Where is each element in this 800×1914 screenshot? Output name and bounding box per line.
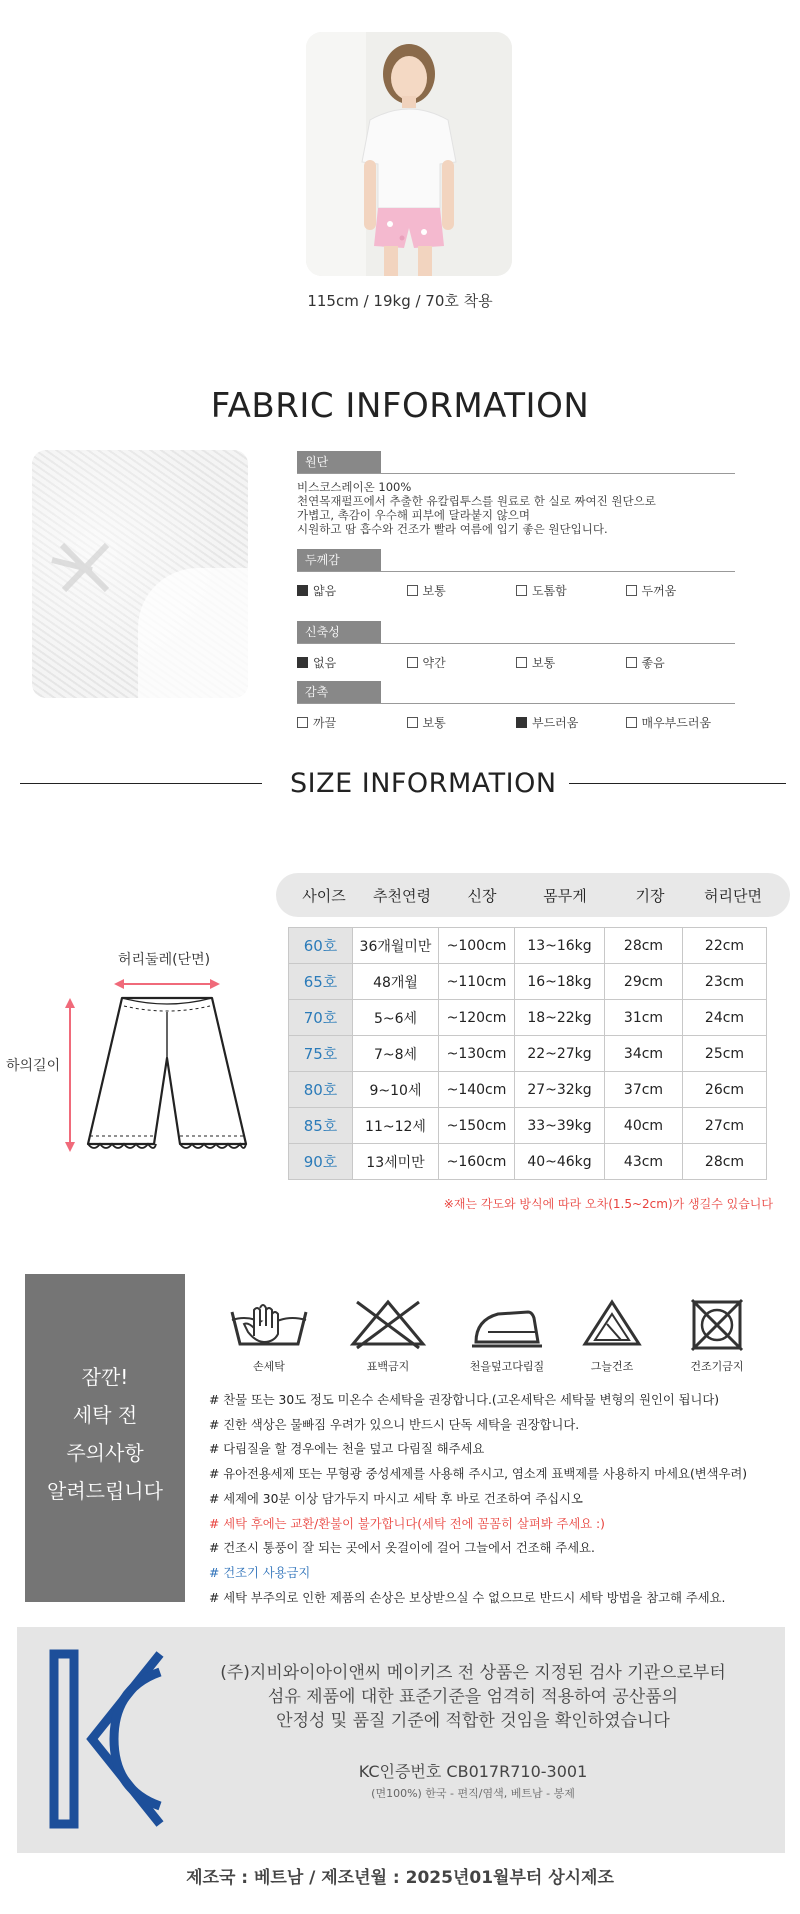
thickness-option: 두꺼움 — [626, 582, 736, 598]
list-item: # 건조기 사용금지 — [209, 1565, 311, 1580]
list-item: # 진한 색상은 물빠짐 우려가 있으니 반드시 단독 세탁을 권장합니다. — [209, 1417, 580, 1432]
table-row: 65호 48개월 ~110cm 16~18kg 29cm 23cm — [289, 964, 767, 1000]
checkbox-empty-icon — [407, 717, 418, 728]
size-error-note: ※재는 각도와 방식에 따라 오차(1.5~2cm)가 생길수 있습니다 — [443, 1197, 773, 1211]
table-row: 60호 36개월미만 ~100cm 13~16kg 28cm 22cm — [289, 928, 767, 964]
material-description — [297, 480, 735, 536]
kc-line: (주)지비와이아이앤씨 메이키즈 전 상품은 지정된 검사 기관으로부터 — [220, 1663, 726, 1683]
kc-line: 안정성 및 품질 기준에 적합한 것임을 확인하였습니다 — [276, 1711, 670, 1731]
size-table — [288, 927, 767, 1180]
wash-notice-line: 잠깐! — [81, 1365, 129, 1389]
wash-notice-line: 주의사항 — [66, 1441, 144, 1465]
divider — [543, 783, 786, 784]
no-bleach-icon: 표백금지 — [343, 1296, 433, 1374]
shade-dry-icon: 그늘건조 — [567, 1296, 657, 1374]
checkbox-checked-icon — [297, 585, 308, 596]
texture-tag: 감촉 — [297, 681, 381, 703]
material-tag: 원단 — [297, 451, 381, 473]
stretch-option: 좋음 — [626, 654, 736, 670]
size-information-title: SIZE INFORMATION — [278, 768, 569, 799]
material-line: 비스코스레이온 100% — [297, 480, 412, 494]
header-age: 추천연령 — [373, 887, 431, 905]
checkbox-empty-icon — [626, 717, 637, 728]
list-item: # 세제에 30분 이상 담가두지 마시고 세탁 후 바로 건조하여 주십시오 — [209, 1491, 583, 1506]
texture-option: 부드러움 — [516, 714, 626, 730]
header-height: 신장 — [467, 887, 497, 905]
kc-line: 섬유 제품에 대한 표준기준을 엄격히 적용하여 공산품의 — [267, 1687, 679, 1707]
checkbox-empty-icon — [297, 717, 308, 728]
kc-cert-number: KC인증번호 CB017R710-3001 — [358, 1762, 588, 1781]
table-row: 90호 13세미만 ~160cm 40~46kg 43cm 28cm — [289, 1144, 767, 1180]
size-table-header — [276, 873, 790, 917]
fabric-photo — [32, 450, 248, 698]
checkbox-empty-icon — [626, 585, 637, 596]
stretch-tag: 신축성 — [297, 621, 381, 643]
shorts-measurement-diagram — [0, 940, 270, 1180]
material-line: 천연목재펄프에서 추출한 유칼립투스를 원료로 한 실로 짜여진 원단으로 — [297, 494, 656, 508]
stretch-option: 보통 — [516, 654, 626, 670]
fabric-info-panel — [297, 452, 735, 730]
table-row: 70호 5~6세 ~120cm 18~22kg 31cm 24cm — [289, 1000, 767, 1036]
header-weight: 몸무게 — [543, 887, 587, 905]
stretch-option: 없음 — [297, 654, 407, 670]
checkbox-empty-icon — [407, 657, 418, 668]
checkbox-empty-icon — [626, 657, 637, 668]
list-item: # 찬물 또는 30도 정도 미온수 손세탁을 권장합니다.(고온세탁은 세탁물 변형의 원인이 됩니다) — [209, 1393, 720, 1407]
texture-option: 까끌 — [297, 714, 407, 730]
list-item: # 세탁 부주의로 인한 제품의 손상은 보상받으실 수 없으므로 반드시 세탁 방법을 참고해 주세요. — [209, 1590, 726, 1605]
checkbox-empty-icon — [516, 585, 527, 596]
waist-measure-label: 허리둘레(단면) — [118, 952, 211, 968]
length-measure-label: 하의길이 — [6, 1058, 61, 1074]
header-waist: 허리단면 — [704, 887, 762, 905]
stretch-option: 약간 — [407, 654, 517, 670]
thickness-option: 얇음 — [297, 582, 407, 598]
list-item: # 다림질을 할 경우에는 천을 덮고 다림질 해주세요 — [209, 1442, 485, 1457]
fabric-information-title: FABRIC INFORMATION — [210, 386, 590, 426]
no-tumble-dry-icon: 건조기금지 — [672, 1296, 762, 1374]
list-item: # 건조시 통풍이 잘 되는 곳에서 옷걸이에 걸어 그늘에서 건조해 주세요. — [209, 1541, 595, 1556]
thickness-option: 보통 — [407, 582, 517, 598]
wash-notice-line: 알려드립니다 — [47, 1479, 163, 1503]
kc-logo-icon — [48, 1648, 168, 1830]
hand-wash-icon: 손세탁 — [224, 1296, 314, 1374]
model-photo — [306, 32, 512, 276]
divider — [20, 783, 262, 784]
header-length: 기장 — [635, 887, 665, 905]
table-row: 75호 7~8세 ~130cm 22~27kg 34cm 25cm — [289, 1036, 767, 1072]
material-line: 시원하고 땀 흡수와 건조가 빨라 여름에 입기 좋은 원단입니다. — [297, 522, 608, 536]
checkbox-checked-icon — [516, 717, 527, 728]
header-size: 사이즈 — [302, 887, 346, 905]
table-row: 80호 9~10세 ~140cm 27~32kg 37cm 26cm — [289, 1072, 767, 1108]
thickness-tag: 두께감 — [297, 549, 381, 571]
texture-option: 보통 — [407, 714, 517, 730]
model-size-caption: 115cm / 19kg / 70호 착용 — [307, 292, 493, 310]
checkbox-empty-icon — [516, 657, 527, 668]
texture-option: 매우부드러움 — [626, 714, 736, 730]
material-line: 가볍고, 촉감이 우수해 피부에 달라붙지 않으며 — [297, 508, 531, 522]
wash-notice-line: 세탁 전 — [72, 1403, 138, 1427]
iron-cloth-icon: 천을덮고다림질 — [462, 1296, 552, 1374]
list-item: # 유아전용세제 또는 무형광 중성세제를 사용해 주시고, 염소계 표백제를 사용하지 마세요(변색우려) — [209, 1467, 748, 1482]
table-row: 85호 11~12세 ~150cm 33~39kg 40cm 27cm — [289, 1108, 767, 1144]
checkbox-empty-icon — [407, 585, 418, 596]
list-item: # 세탁 후에는 교환/환불이 불가합니다(세탁 전에 꼼꼼히 살펴봐 주세요 :) — [209, 1516, 605, 1531]
texture-section — [297, 682, 735, 730]
kc-detail: (면100%) 한국 - 편직/염색, 베트남 - 봉제 — [371, 1787, 575, 1800]
thickness-section — [297, 550, 735, 598]
manufacture-info: 제조국 : 베트남 / 제조년월 : 2025년01월부터 상시제조 — [186, 1868, 614, 1888]
material-section — [297, 452, 735, 536]
stretch-section — [297, 622, 735, 670]
checkbox-checked-icon — [297, 657, 308, 668]
wash-instructions — [209, 1388, 789, 1610]
thickness-option: 도톰함 — [516, 582, 626, 598]
